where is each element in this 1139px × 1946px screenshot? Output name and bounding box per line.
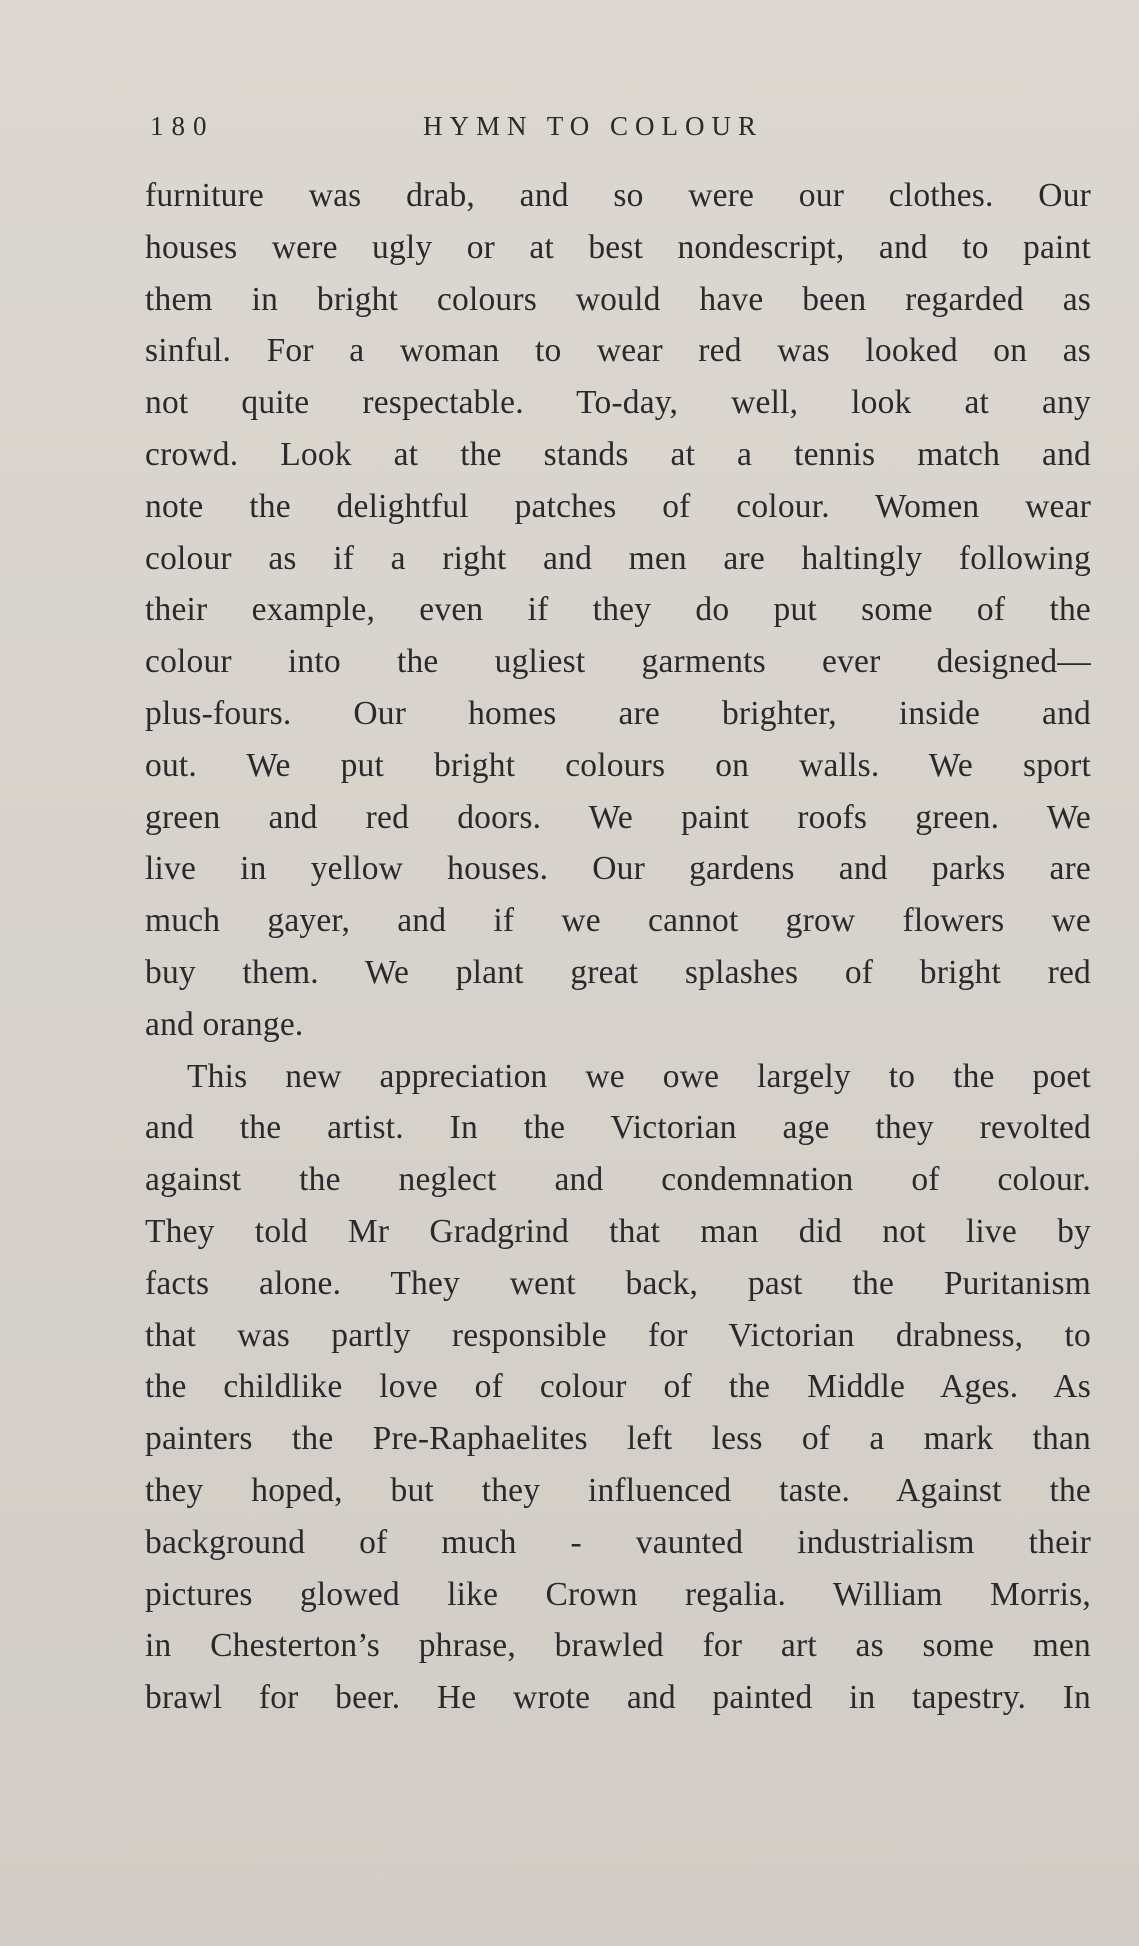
text-line: green and red doors. We paint roofs green. We xyxy=(145,798,1091,836)
text-line: note the delightful patches of colour. Women wear xyxy=(145,487,1091,525)
running-head xyxy=(145,106,1089,146)
text-line: colour as if a right and men are haltingly following xyxy=(145,539,1091,577)
text-line: painters the Pre-Raphaelites left less of a mark than xyxy=(145,1420,1091,1458)
text-line: facts alone. They went back, past the Puritanism xyxy=(145,1264,1091,1302)
text-line: colour into the ugliest garments ever designed— xyxy=(145,643,1091,681)
text-line: and orange. xyxy=(145,1005,304,1043)
text-line: out. We put bright colours on walls. We sport xyxy=(145,746,1091,784)
text-line: in Chesterton’s phrase, brawled for art as some men xyxy=(145,1627,1091,1665)
body-text xyxy=(145,170,1091,1724)
text-line: them in bright colours would have been regarded as xyxy=(145,280,1091,318)
text-line: not quite respectable. To-day, well, look at any xyxy=(145,384,1091,422)
text-line: brawl for beer. He wrote and painted in tapestry. In xyxy=(145,1679,1091,1717)
text-line: live in yellow houses. Our gardens and parks are xyxy=(145,850,1091,888)
text-line: and the artist. In the Victorian age they revolted xyxy=(145,1109,1091,1147)
text-line: they hoped, but they influenced taste. Against the xyxy=(145,1471,1091,1509)
page-number: 180 xyxy=(150,111,215,141)
running-title: HYMN TO COLOUR xyxy=(423,111,764,141)
text-line: much gayer, and if we cannot grow flowers we xyxy=(145,902,1091,940)
text-line: against the neglect and condemnation of colour. xyxy=(145,1161,1091,1199)
text-line: They told Mr Gradgrind that man did not live by xyxy=(145,1212,1091,1250)
text-line: the childlike love of colour of the Middle Ages. As xyxy=(145,1368,1091,1406)
text-line: This new appreciation we owe largely to the poet xyxy=(187,1057,1091,1095)
text-line: that was partly responsible for Victorian drabness, to xyxy=(145,1316,1091,1354)
text-line: crowd. Look at the stands at a tennis match and xyxy=(145,435,1091,473)
text-line: buy them. We plant great splashes of bright red xyxy=(145,953,1091,991)
text-line: furniture was drab, and so were our clothes. Our xyxy=(145,177,1091,214)
text-line: houses were ugly or at best nondescript, and to paint xyxy=(145,228,1091,266)
text-line: pictures glowed like Crown regalia. William Morris, xyxy=(145,1575,1091,1613)
paragraph-2 xyxy=(145,1051,1091,1724)
text-line: sinful. For a woman to wear red was looked on as xyxy=(145,332,1091,370)
paragraph-1 xyxy=(145,170,1091,1051)
text-line: background of much - vaunted industrialism their xyxy=(145,1523,1091,1561)
text-line: plus-fours. Our homes are brighter, inside and xyxy=(145,694,1091,732)
text-line: their example, even if they do put some of the xyxy=(145,591,1091,629)
